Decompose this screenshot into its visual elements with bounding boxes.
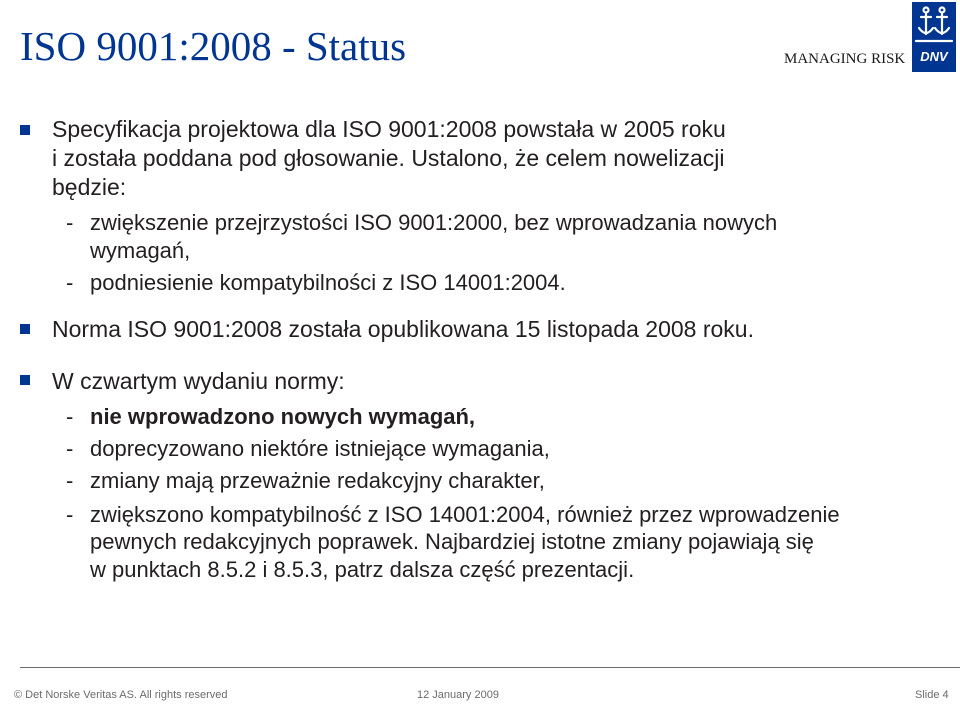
dash-marker: - xyxy=(66,270,74,295)
sub-item-1 xyxy=(66,209,777,236)
sub-item-3 xyxy=(66,403,475,430)
dnv-logo xyxy=(912,2,956,72)
dash-marker: - xyxy=(66,468,74,493)
bullet-1-line-3: będzie: xyxy=(52,174,127,200)
bullet-1-line-1: Specyfikacja projektowa dla ISO 9001:2008 powstała w 2005 roku xyxy=(52,116,726,142)
bullet-1-line-2: i została poddana pod głosowanie. Ustalono, że celem nowelizacji xyxy=(52,145,725,171)
sub-item-5-text: zmiany mają przeważnie redakcyjny charakter, xyxy=(90,468,545,493)
managing-risk-tagline: MANAGING RISK xyxy=(784,51,906,67)
sub-item-1-text: zwiększenie przejrzystości ISO 9001:2000, bez wprowadzania nowych xyxy=(90,210,778,235)
page-title: ISO 9001:2008 - Status xyxy=(20,23,407,69)
sub-item-2-text: podniesienie kompatybilności z ISO 14001:2004. xyxy=(90,270,566,295)
footer-slide-number: Slide 4 xyxy=(915,689,949,701)
sub-item-1-continuation: wymagań, xyxy=(90,238,191,263)
sub-item-5 xyxy=(66,467,545,494)
bullet-square-icon xyxy=(20,375,30,385)
dash-marker: - xyxy=(66,502,74,527)
sub-item-6-continuation-1: pewnych redakcyjnych poprawek. Najbardziej istotne zmiany pojawiają się xyxy=(90,529,814,554)
sub-item-3-text: nie wprowadzono nowych wymagań, xyxy=(90,404,476,429)
footer-copyright: © Det Norske Veritas AS. All rights reserved xyxy=(14,689,228,701)
bullet-3-text: W czwartym wydaniu normy: xyxy=(52,368,345,394)
bullet-square-icon xyxy=(20,125,30,135)
footer-divider xyxy=(20,667,960,668)
sub-item-4 xyxy=(66,435,550,462)
dash-marker: - xyxy=(66,210,74,235)
bullet-square-icon xyxy=(20,324,30,334)
dash-marker: - xyxy=(66,404,74,429)
sub-item-6-continuation-2: w punktach 8.5.2 i 8.5.3, patrz dalsza część prezentacji. xyxy=(90,557,635,582)
sub-item-4-text: doprecyzowano niektóre istniejące wymagania, xyxy=(90,436,550,461)
sub-item-2 xyxy=(66,269,566,296)
bullet-2-text: Norma ISO 9001:2008 została opublikowana 15 listopada 2008 roku. xyxy=(52,316,754,342)
sub-item-6 xyxy=(66,501,840,528)
footer-date: 12 January 2009 xyxy=(417,689,499,701)
sub-item-6-text: zwiększono kompatybilność z ISO 14001:2004, również przez wprowadzenie xyxy=(90,502,840,527)
dash-marker: - xyxy=(66,436,74,461)
dnv-logo-text: DNV xyxy=(920,49,948,64)
anchor-logo-icon xyxy=(912,2,956,46)
